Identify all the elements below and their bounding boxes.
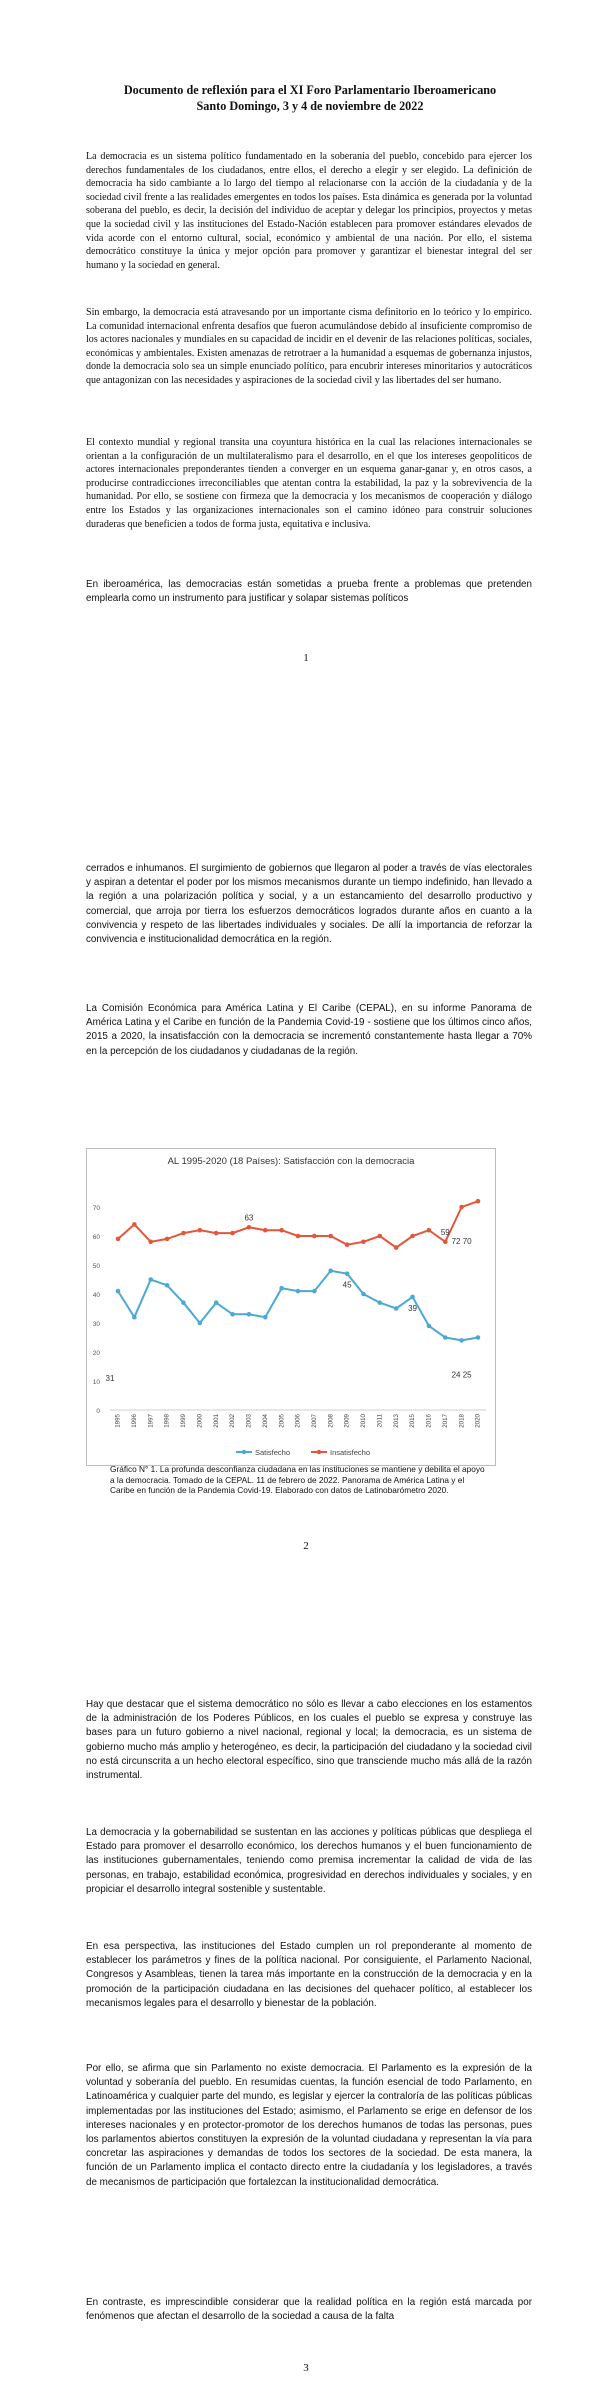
x-tick-label: 2020: [474, 1414, 482, 1428]
x-tick-label: 2015: [409, 1414, 417, 1428]
data-point-insatisfecho: [247, 1225, 252, 1230]
y-tick-label: 20: [92, 1350, 100, 1357]
x-tick-label: 2010: [360, 1414, 368, 1428]
data-point-satisfecho: [247, 1312, 252, 1317]
paragraph-gobiernos-cerrados: cerrados e inhumanos. El surgimiento de gobiernos que llegaron al poder a través de vías electorales y aspiran a detentar el poder por los mismos mecanismos durante un tiempo indefinido, han llevado a la región a una polarización política y social, y a un estancamiento del desarrollo productivo y comercial, que arroja por tierra los esfuerzos democráticos logrados durante años en cuanto a la convivencia y respeto de las libertades individuales y sociales. De allí la importancia de reforzar la convivencia e institucionalidad democrática en la región.: [86, 863, 532, 946]
data-point-satisfecho: [410, 1295, 415, 1300]
paragraph-contraste: En contraste, es imprescindible considerar que la realidad política en la región está marcada por fenómenos que afectan el desarrollo de la sociedad a causa de la falta: [86, 2297, 532, 2323]
x-tick-label: 2004: [261, 1414, 269, 1428]
data-point-insatisfecho: [148, 1240, 153, 1245]
data-point-satisfecho: [443, 1335, 448, 1340]
data-point-satisfecho: [214, 1300, 219, 1305]
x-tick-label: 2011: [376, 1414, 384, 1428]
paragraph-gobernabilidad: La democracia y la gobernabilidad se sustentan en las acciones y políticas públicas que despliega el Estado para promover el desarrollo económico, los derechos humanos y el buen funcionamiento de las instituciones gubernamentales, teniendo como premisa incrementar la calidad de vida de las personas, en trabajo, estabilidad económica, progresividad en derechos individuales y sociales, y en propiciar el desarrollo integral sostenible y sustentable.: [86, 1827, 532, 1895]
data-point-insatisfecho: [345, 1242, 350, 1247]
x-tick-label: 2003: [245, 1414, 253, 1428]
data-point-satisfecho: [459, 1338, 464, 1343]
data-label: 39: [408, 1303, 417, 1313]
paragraph-contexto-mundial: El contexto mundial y regional transita una coyuntura histórica en la cual las relaciones internacionales se orientan a la configuración de un multilateralismo para el desarrollo, en el que los intereses geopolíticos de actores internacionales preponderantes tienden a converger en un esquema ganar-ganar y, en otros casos, a producirse contradicciones irreconciliables que atentan contra la estabilidad, la paz y la sobrevivencia de la humanidad. Por ello, se sostiene con firmeza que la democracia y los mecanismos de cooperación y diálogo entre los Estados y las organizaciones internacionales son el camino idóneo para construir soluciones duraderas que beneficien a todos de forma justa, equitativa e inclusiva.: [86, 437, 532, 530]
data-point-satisfecho: [328, 1269, 333, 1274]
page-number-3: 3: [303, 2362, 309, 2374]
legend-marker-insatisfecho: [317, 1450, 321, 1454]
data-point-insatisfecho: [394, 1245, 399, 1250]
y-tick-label: 30: [92, 1321, 100, 1328]
x-tick-label: 2001: [212, 1414, 220, 1428]
x-tick-label: 1997: [147, 1414, 155, 1428]
satisfaction-chart: [86, 1148, 496, 1466]
x-tick-label: 2018: [458, 1414, 466, 1428]
paragraph-democracia-definicion: La democracia es un sistema político fundamentado en la soberanía del pueblo, concebido para ejercer los derechos fundamentales de los ciudadanos, entre ellos, el derecho a elegir y ser elegido. La definición de democracia ha sido cambiante a lo largo del tiempo al relacionarse con la acción de la ciudadanía y de la sociedad civil frente a las realidades emergentes en todos los países. Esta dinámica es generada por la voluntad soberana del pueblo, es decir, la decisión del individuo de aceptar y delegar los principios, proyectos y metas que la sociedad civil y las instituciones del Estado-Nación establecen para promover estándares elevados de vida acorde con el entorno cultural, social, económico y ambiental de una nación. Por ello, el sistema democrático constituye la única y mejor opción para promover y garantizar el bienestar integral del ser humano y la sociedad en general.: [86, 151, 532, 271]
data-point-insatisfecho: [181, 1231, 186, 1236]
data-label: 24 25: [451, 1370, 472, 1380]
data-point-satisfecho: [427, 1324, 432, 1329]
data-point-insatisfecho: [328, 1234, 333, 1239]
data-point-satisfecho: [296, 1289, 301, 1294]
data-label: 72 70: [451, 1237, 472, 1247]
data-point-satisfecho: [279, 1286, 284, 1291]
data-point-satisfecho: [263, 1315, 268, 1320]
paragraph-cisma-definitorio: Sin embargo, la democracia está atravesando por un importante cisma definitorio en lo teórico y lo empírico. La comunidad internacional enfrenta desafíos que fueron acumulándose debido al insuficiente compromiso de los actores nacionales y mundiales en su capacidad de incidir en el devenir de las relaciones políticas, sociales, económicas y ambientales. Existen amenazas de retrotraer a la humanidad a esquemas de gobernanza injustos, donde la democracia solo sea un simple enunciado político, para encubrir intereses minoritarios y autocráticos que antagonizan con las necesidades y aspiraciones de la sociedad civil y las libertades del ser humano.: [86, 307, 532, 386]
data-point-satisfecho: [378, 1300, 383, 1305]
legend-label-satisfecho: Satisfecho: [255, 1448, 291, 1457]
data-label: 45: [342, 1280, 352, 1290]
data-point-insatisfecho: [198, 1228, 203, 1233]
data-point-insatisfecho: [165, 1237, 170, 1242]
x-tick-label: 1996: [131, 1414, 139, 1428]
x-tick-label: 2006: [294, 1414, 302, 1428]
x-tick-label: 1995: [114, 1414, 122, 1428]
x-tick-label: 1998: [163, 1414, 171, 1428]
y-tick-label: 50: [92, 1263, 100, 1270]
data-point-insatisfecho: [361, 1240, 366, 1245]
y-tick-label: 40: [92, 1292, 100, 1299]
data-point-satisfecho: [361, 1292, 366, 1297]
data-point-insatisfecho: [410, 1234, 415, 1239]
x-tick-label: 2013: [392, 1414, 400, 1428]
data-point-satisfecho: [345, 1271, 350, 1276]
data-label: 31: [105, 1374, 115, 1383]
x-tick-label: 2016: [425, 1414, 433, 1428]
paragraph-cepal: La Comisión Económica para América Latina y El Caribe (CEPAL), en su informe Panorama de América Latina y el Caribe en función de la Pandemia Covid-19 - sostiene que los últimos cinco años, 2015 a 2020, la insatisfacción con la democracia se incrementó constantemente hasta llegar a 70% en la percepción de los ciudadanos y ciudadanas de la región.: [86, 1003, 532, 1057]
data-point-insatisfecho: [443, 1240, 448, 1245]
data-point-satisfecho: [198, 1321, 203, 1326]
page-number-1: 1: [303, 652, 309, 664]
y-tick-label: 0: [96, 1408, 100, 1415]
data-point-insatisfecho: [279, 1228, 284, 1233]
title-line-2: Santo Domingo, 3 y 4 de noviembre de 2022: [196, 99, 424, 113]
data-point-insatisfecho: [214, 1231, 219, 1236]
data-point-insatisfecho: [132, 1222, 137, 1227]
paragraph-sistema-democratico: Hay que destacar que el sistema democrático no sólo es llevar a cabo elecciones en los estamentos de la administración de los Poderes Públicos, en los cuales el pueblo se expresa y construye las bases para un futuro gobierno a nivel nacional, regional y local; la democracia, es un sistema de gobierno mucho más amplio y heterogéneo, es decir, la participación del ciudadano y la sociedad civil no está circunscrita a un hecho electoral específico, sino que transciende mucho más allá de la razón instrumental.: [86, 1699, 532, 1782]
data-point-insatisfecho: [378, 1234, 383, 1239]
x-tick-label: 2017: [441, 1414, 449, 1428]
x-tick-label: 2009: [343, 1414, 351, 1428]
x-tick-label: 2005: [278, 1414, 286, 1428]
data-point-insatisfecho: [230, 1231, 235, 1236]
data-point-satisfecho: [394, 1306, 399, 1311]
data-point-insatisfecho: [116, 1237, 121, 1242]
legend-marker-satisfecho: [242, 1450, 246, 1454]
y-tick-label: 60: [92, 1234, 100, 1241]
data-point-satisfecho: [476, 1335, 481, 1340]
data-point-satisfecho: [165, 1283, 170, 1288]
x-tick-label: 2002: [229, 1414, 237, 1428]
y-tick-label: 10: [92, 1379, 100, 1386]
data-label: 63: [244, 1213, 254, 1223]
x-tick-label: 2000: [196, 1414, 204, 1428]
paragraph-instituciones-estado: En esa perspectiva, las instituciones del Estado cumplen un rol preponderante al momento de establecer los parámetros y fines de la política nacional. Por consiguiente, el Parlamento Nacional, Congresos y Asambleas, tienen la tarea más importante en la construcción de la democracia y en la promoción de la participación ciudadana en las decisiones del quehacer político, al establecer los mecanismos legales para el desarrollo y bienestar de la población.: [86, 1941, 532, 2009]
x-tick-label: 2007: [311, 1414, 319, 1428]
data-point-insatisfecho: [296, 1234, 301, 1239]
data-point-insatisfecho: [476, 1199, 481, 1204]
data-point-satisfecho: [230, 1312, 235, 1317]
data-point-satisfecho: [181, 1300, 186, 1305]
data-point-insatisfecho: [263, 1228, 268, 1233]
legend-label-insatisfecho: Insatisfecho: [330, 1448, 371, 1457]
chart-title: AL 1995-2020 (18 Países): Satisfacción con la democracia: [167, 1156, 415, 1167]
data-label: 59: [440, 1227, 450, 1237]
data-point-insatisfecho: [427, 1228, 432, 1233]
data-point-insatisfecho: [459, 1205, 464, 1210]
data-point-satisfecho: [116, 1289, 121, 1294]
chart-caption: Gráfico N° 1. La profunda desconfianza ciudadana en las instituciones se mantiene y debilita el apoyo a la democracia. Tomado de la CEPAL. 11 de febrero de 2022. Panorama de América Latina y el Caribe en función de la Pandemia Covid-19. Elaborado con datos de Latinobarómetro 2020.: [110, 1464, 485, 1496]
data-point-satisfecho: [312, 1289, 317, 1294]
x-tick-label: 2008: [327, 1414, 335, 1428]
y-tick-label: 70: [92, 1205, 100, 1212]
document-title: [60, 82, 560, 114]
paragraph-iberoamerica: En iberoamérica, las democracias están sometidas a prueba frente a problemas que pretenden emplearla como un instrumento para justificar y solapar sistemas políticos: [86, 579, 532, 605]
chart-svg: [86, 1148, 496, 1466]
paragraph-parlamento: Por ello, se afirma que sin Parlamento no existe democracia. El Parlamento es la expresión de la voluntad y soberanía del pueblo. En resumidas cuentas, la función esencial de todo Parlamento, en Latinoamérica y cualquier parte del mundo, es legislar y ejercer la contraloría de las políticas públicas implementadas por las instituciones del Estado; asimismo, el Parlamento se erige en defensor de los intereses nacionales y en protector-promotor de los derechos humanos de todas las personas, pues los parlamentos abiertos constituyen la expresión de la voluntad ciudadana y representan la vía para concretar las aspiraciones y demandas de todos los sectores de la sociedad. De esta manera, la función de un Parlamento implica el contacto directo entre la ciudadanía y los legisladores, a través de mecanismos de participación que fortalezcan la institucionalidad democrática.: [86, 2063, 532, 2188]
page-number-2: 2: [303, 1540, 309, 1552]
data-point-satisfecho: [132, 1315, 137, 1320]
data-point-satisfecho: [148, 1277, 153, 1282]
x-tick-label: 1999: [180, 1414, 188, 1428]
title-line-1: Documento de reflexión para el XI Foro Parlamentario Iberoamericano: [123, 83, 497, 97]
data-point-insatisfecho: [312, 1234, 317, 1239]
